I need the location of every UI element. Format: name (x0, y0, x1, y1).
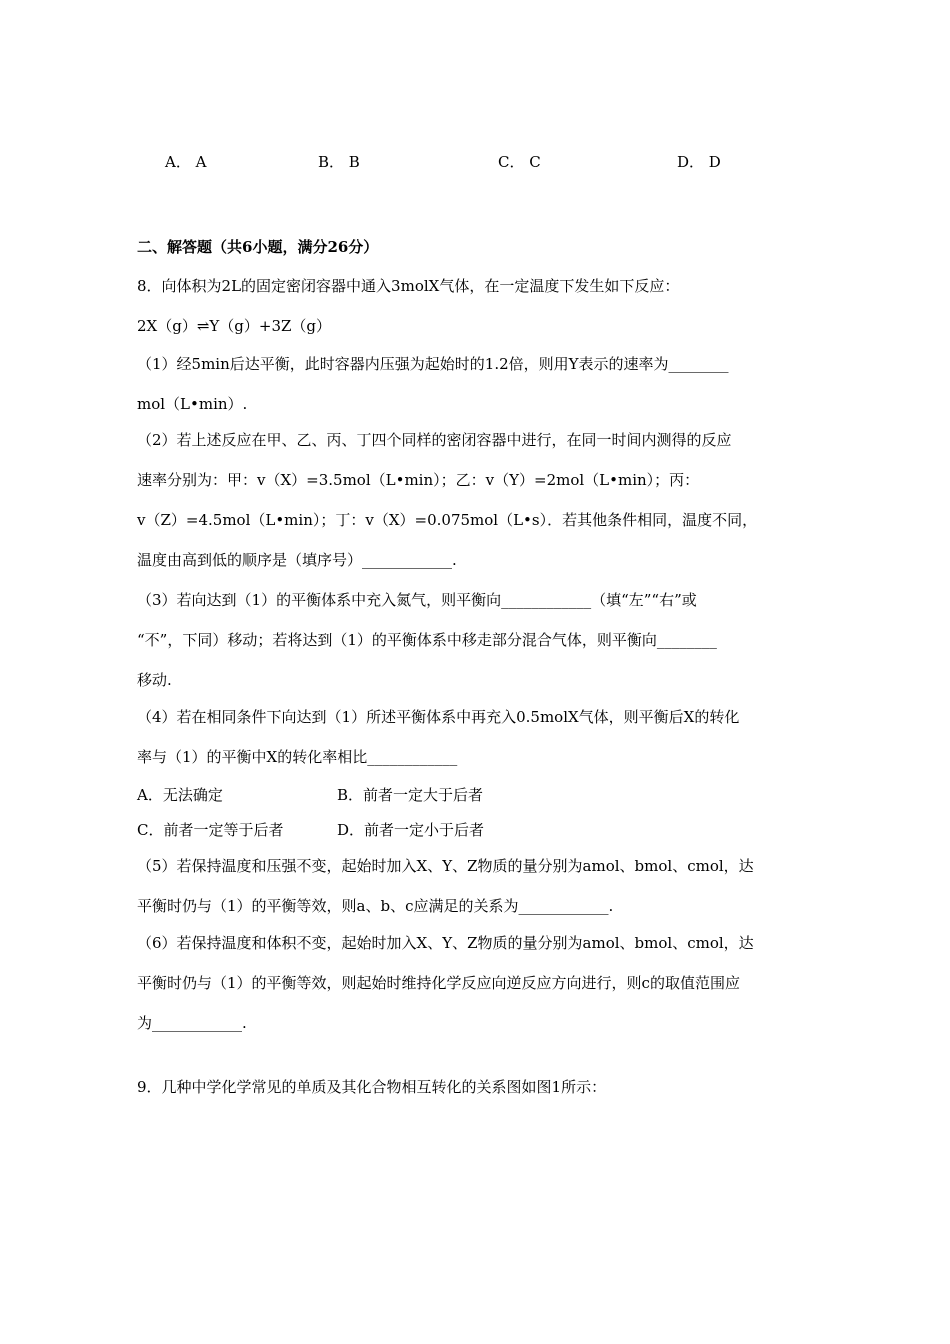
q8-p1-line1: （1）经5min后达平衡，此时容器内压强为起始时的1.2倍，则用Y表示的速率为________ (137, 355, 729, 373)
q8-p2-line3: v（Z）=4.5mol（L•min）；丁：v（X）=0.075mol（L•s）．若其他条件相同，温度不同， (137, 511, 758, 529)
q8-p2-line2: 速率分别为：甲：v（X）=3.5mol（L•min）；乙：v（Y）=2mol（L•min）；丙： (137, 471, 700, 489)
q8-p6-line2: 平衡时仍与（1）的平衡等效，则起始时维持化学反应向逆反应方向进行，则c的取值范围应 (137, 974, 740, 992)
q8-p4-option-d: D．前者一定小于后者 (337, 821, 485, 839)
q8-p6-line3: 为____________. (137, 1014, 247, 1032)
q8-p4-option-b: B．前者一定大于后者 (337, 786, 484, 804)
q8-p4-option-a: A．无法确定 (137, 786, 223, 804)
q8-p2-line4: 温度由高到低的顺序是（填序号）____________. (137, 551, 457, 569)
section-title: 二、解答题（共6小题，满分26分） (137, 238, 379, 256)
top-option-b: B． B (318, 153, 360, 171)
q8-p2-line1: （2）若上述反应在甲、乙、丙、丁四个同样的密闭容器中进行，在同一时间内测得的反应 (137, 431, 732, 449)
q9-intro: 9．几种中学化学常见的单质及其化合物相互转化的关系图如图1所示： (137, 1078, 607, 1096)
q8-p3-line2: “不”，下同）移动；若将达到（1）的平衡体系中移走部分混合气体，则平衡向________ (137, 631, 717, 649)
top-option-a: A． A (165, 153, 207, 171)
q8-p5-line2: 平衡时仍与（1）的平衡等效，则a、b、c应满足的关系为____________. (137, 897, 614, 915)
top-option-c: C． C (498, 153, 541, 171)
q8-p4-option-c: C．前者一定等于后者 (137, 821, 284, 839)
q8-equation: 2X（g）⇌Y（g）+3Z（g） (137, 317, 332, 335)
q8-p4-line2: 率与（1）的平衡中X的转化率相比____________ (137, 748, 458, 766)
q8-p4-line1: （4）若在相同条件下向达到（1）所述平衡体系中再充入0.5molX气体，则平衡后X的转化 (137, 708, 740, 726)
q8-p6-line1: （6）若保持温度和体积不变，起始时加入X、Y、Z物质的量分别为amol、bmol、cmol，达 (137, 934, 754, 952)
q8-p5-line1: （5）若保持温度和压强不变，起始时加入X、Y、Z物质的量分别为amol、bmol、cmol，达 (137, 857, 754, 875)
q8-p3-line3: 移动. (137, 671, 172, 689)
q8-intro: 8．向体积为2L的固定密闭容器中通入3molX气体，在一定温度下发生如下反应： (137, 277, 680, 295)
top-option-d: D． D (677, 153, 721, 171)
q8-p1-line2: mol（L•min）. (137, 395, 248, 413)
q8-p3-line1: （3）若向达到（1）的平衡体系中充入氮气，则平衡向____________（填“左”“右”或 (137, 591, 697, 609)
